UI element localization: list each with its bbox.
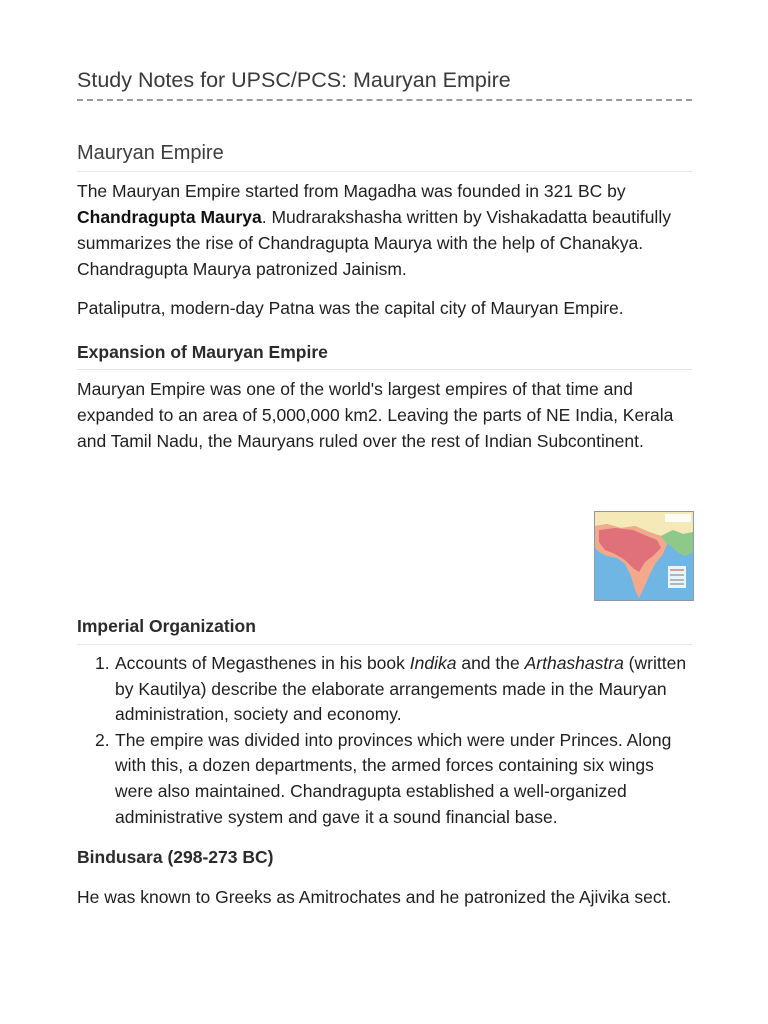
list-item <box>77 651 692 728</box>
intro-paragraph <box>77 178 692 282</box>
bindusara-paragraph: He was known to Greeks as Amitrochates and he patronized the Ajivika sect. <box>77 887 672 907</box>
section-heading-expansion: Expansion of Mauryan Empire <box>77 342 328 362</box>
mauryan-empire-map-image <box>594 511 694 601</box>
list-item <box>77 728 692 830</box>
title-divider <box>77 99 692 101</box>
section-heading-imperial-organization: Imperial Organization <box>77 616 256 636</box>
founder-name: Chandragupta Maurya <box>77 207 262 227</box>
map-graphic <box>595 512 693 600</box>
map-title-box <box>665 514 691 522</box>
list-text-c: (written by Kautilya) describe the elaborate arrangements made in the Mauryan administration, society and economy. <box>115 653 687 725</box>
list-item-number: 1. <box>95 653 110 673</box>
section-heading-bindusara: Bindusara (298-273 BC) <box>77 847 274 867</box>
section-divider <box>77 369 692 370</box>
section-divider <box>77 171 692 172</box>
map-legend-box <box>668 566 686 588</box>
expansion-paragraph: Mauryan Empire was one of the world's largest empires of that time and expanded to an area of 5,000,000 km2. Leaving the parts of NE India, Kerala and Tamil Nadu, the Mauryans ruled over the rest of Indian Subcontinent. <box>77 379 674 451</box>
list-text-a: Accounts of Megasthenes in his book <box>115 653 410 673</box>
list-text-b: and the <box>456 653 525 673</box>
organization-list <box>77 651 692 830</box>
intro-text-b: . Mudrarakshasha written by Vishakadatta beautifully summarizes the rise of Chandragupta Maurya with the help of Chanakya. Chandragupta Maurya patronized Jainism. <box>77 207 671 279</box>
section-divider <box>77 644 692 645</box>
intro-text-a: The Mauryan Empire started from Magadha was founded in 321 BC by <box>77 181 626 201</box>
document-title: Study Notes for UPSC/PCS: Mauryan Empire <box>77 68 511 92</box>
list-item-number: 2. <box>95 729 110 750</box>
book-title-indika: Indika <box>409 653 457 673</box>
book-title-arthashastra: Arthashastra <box>524 653 624 673</box>
section-heading-mauryan-empire: Mauryan Empire <box>77 142 224 164</box>
capital-paragraph: Pataliputra, modern-day Patna was the capital city of Mauryan Empire. <box>77 298 624 318</box>
list-text: The empire was divided into provinces which were under Princes. Along with this, a dozen departments, the armed forces containing six wings were also maintained. Chandragupta established a well-organized administrative system and gave it a sound financial base. <box>115 729 672 827</box>
